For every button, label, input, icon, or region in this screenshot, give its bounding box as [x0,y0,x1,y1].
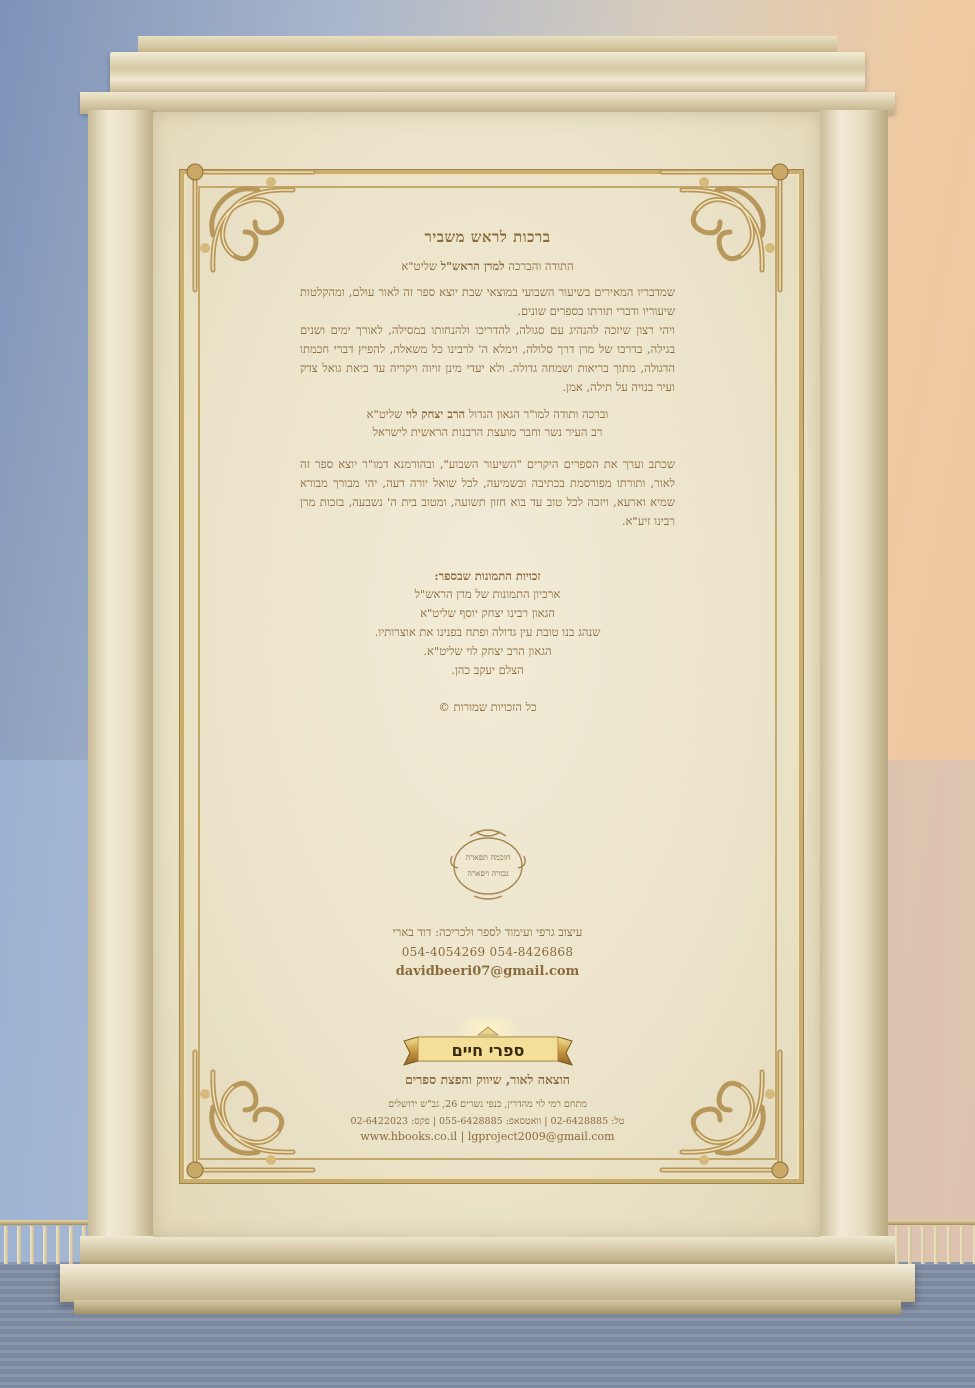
copyright-notice: כל הזכויות שמורות © [438,700,537,714]
paragraph-2: ויהי רצון שיזכה להנהיג עם סגולה, להדריכו ולהנחותו במסילה, לאורך ימים ושנים בגילה, בדרכו של מרן דרך סלולה, וימלא ה' לרבינו כל משאלה, להפיץ דברי חכמתו הדגולה, מתוך בריאות ושמחה גדולה. ולא יעדי מינן זויוה ויקריה עד ביאת גואל צדק ועיר בנויה על תילה, אמן. [300,323,675,394]
publisher-contact: טל: 02-6428885 | וואטסאפ: 055-6428885 | פקס: 02-6422023 [350,1116,625,1127]
publisher-web: www.hbooks.co.il | lgproject2009@gmail.com [360,1130,615,1143]
svg-text:גבורה ויפארה: גבורה ויפארה [467,869,509,878]
document-body [300,228,675,714]
publisher-title: הוצאה לאור, שיווק והפצת ספרים [405,1072,570,1087]
design-credits [300,922,675,982]
designer-line: עיצוב גרפי ועימוד לספר ולכריכה: דוד בארי [392,925,583,939]
thanks-line: התודה והברכה למרן הראש"ל שליט"א [401,259,574,273]
svg-text:חוכמה תפארה: חוכמה תפארה [465,853,511,862]
designer-email: davidbeeri07@gmail.com [395,964,580,979]
gadol-thanks: וברכה ותודה למו"ר הגאון הגדול הרב יצחק לוי שליט"א רב העיר נשר וחבר מועצת הרבנות הראשית לישראל [366,407,609,439]
credit-line: הגאון הרב יצחק לוי שליט"א. [423,644,552,658]
publisher-banner-text: ספרי חיים [451,1041,525,1060]
base-upper [80,1236,895,1266]
credits-title: זכויות התמונות שבספר: [434,569,541,583]
credit-line: הגאון רבינו יצחק יוסף שליט"א [420,606,555,620]
publisher-banner [398,1013,578,1075]
paragraph-1: שמדבריו המאירים בשיעור השבועי במוצאי שבת יוצא ספר זה לאור עולם, ומהקלטות שיעוריו ודברי תורתו בספרים שונים. [300,285,675,318]
design-studio-logo [444,822,532,902]
credit-line: שנהג בנו טובת עין גדולה ופתח בפנינו את אוצרותיו. [374,625,601,639]
base-lower [74,1300,901,1314]
pilaster-left [88,110,156,1240]
credit-line: ארכיון התמונות של מרן הראש"ל [414,587,561,601]
paragraph-3: שכתב וערך את הספרים היקרים "השיעור השבוע", ובהורמנא דמו"ר יוצא ספר זה לאור, ותורתו מפורסמת בכתיבה ובשמיעה, לכל שואל יורה דעה, יהי מבורך מבורא שמיא וארעא, ויזכה לכל טוב עד בוא חזון תשועה, ומטוב בית ה' נשבעה, בזכות מרן רבינו זיע"א. [300,457,675,528]
cornice-under [80,92,895,114]
publisher-info [300,1072,675,1143]
pilaster-right [820,110,888,1240]
designer-phones: 054-4054269 054-8426868 [401,945,574,959]
publisher-address: מתחם רמי לוי מהדרין, כנפי נשרים 26, גב"ש ירושלים [388,1099,587,1110]
document-title: ברכות לראש משביר [424,228,551,246]
credit-line: הצלם יעקב כהן. [451,663,524,677]
base-middle [60,1264,915,1302]
